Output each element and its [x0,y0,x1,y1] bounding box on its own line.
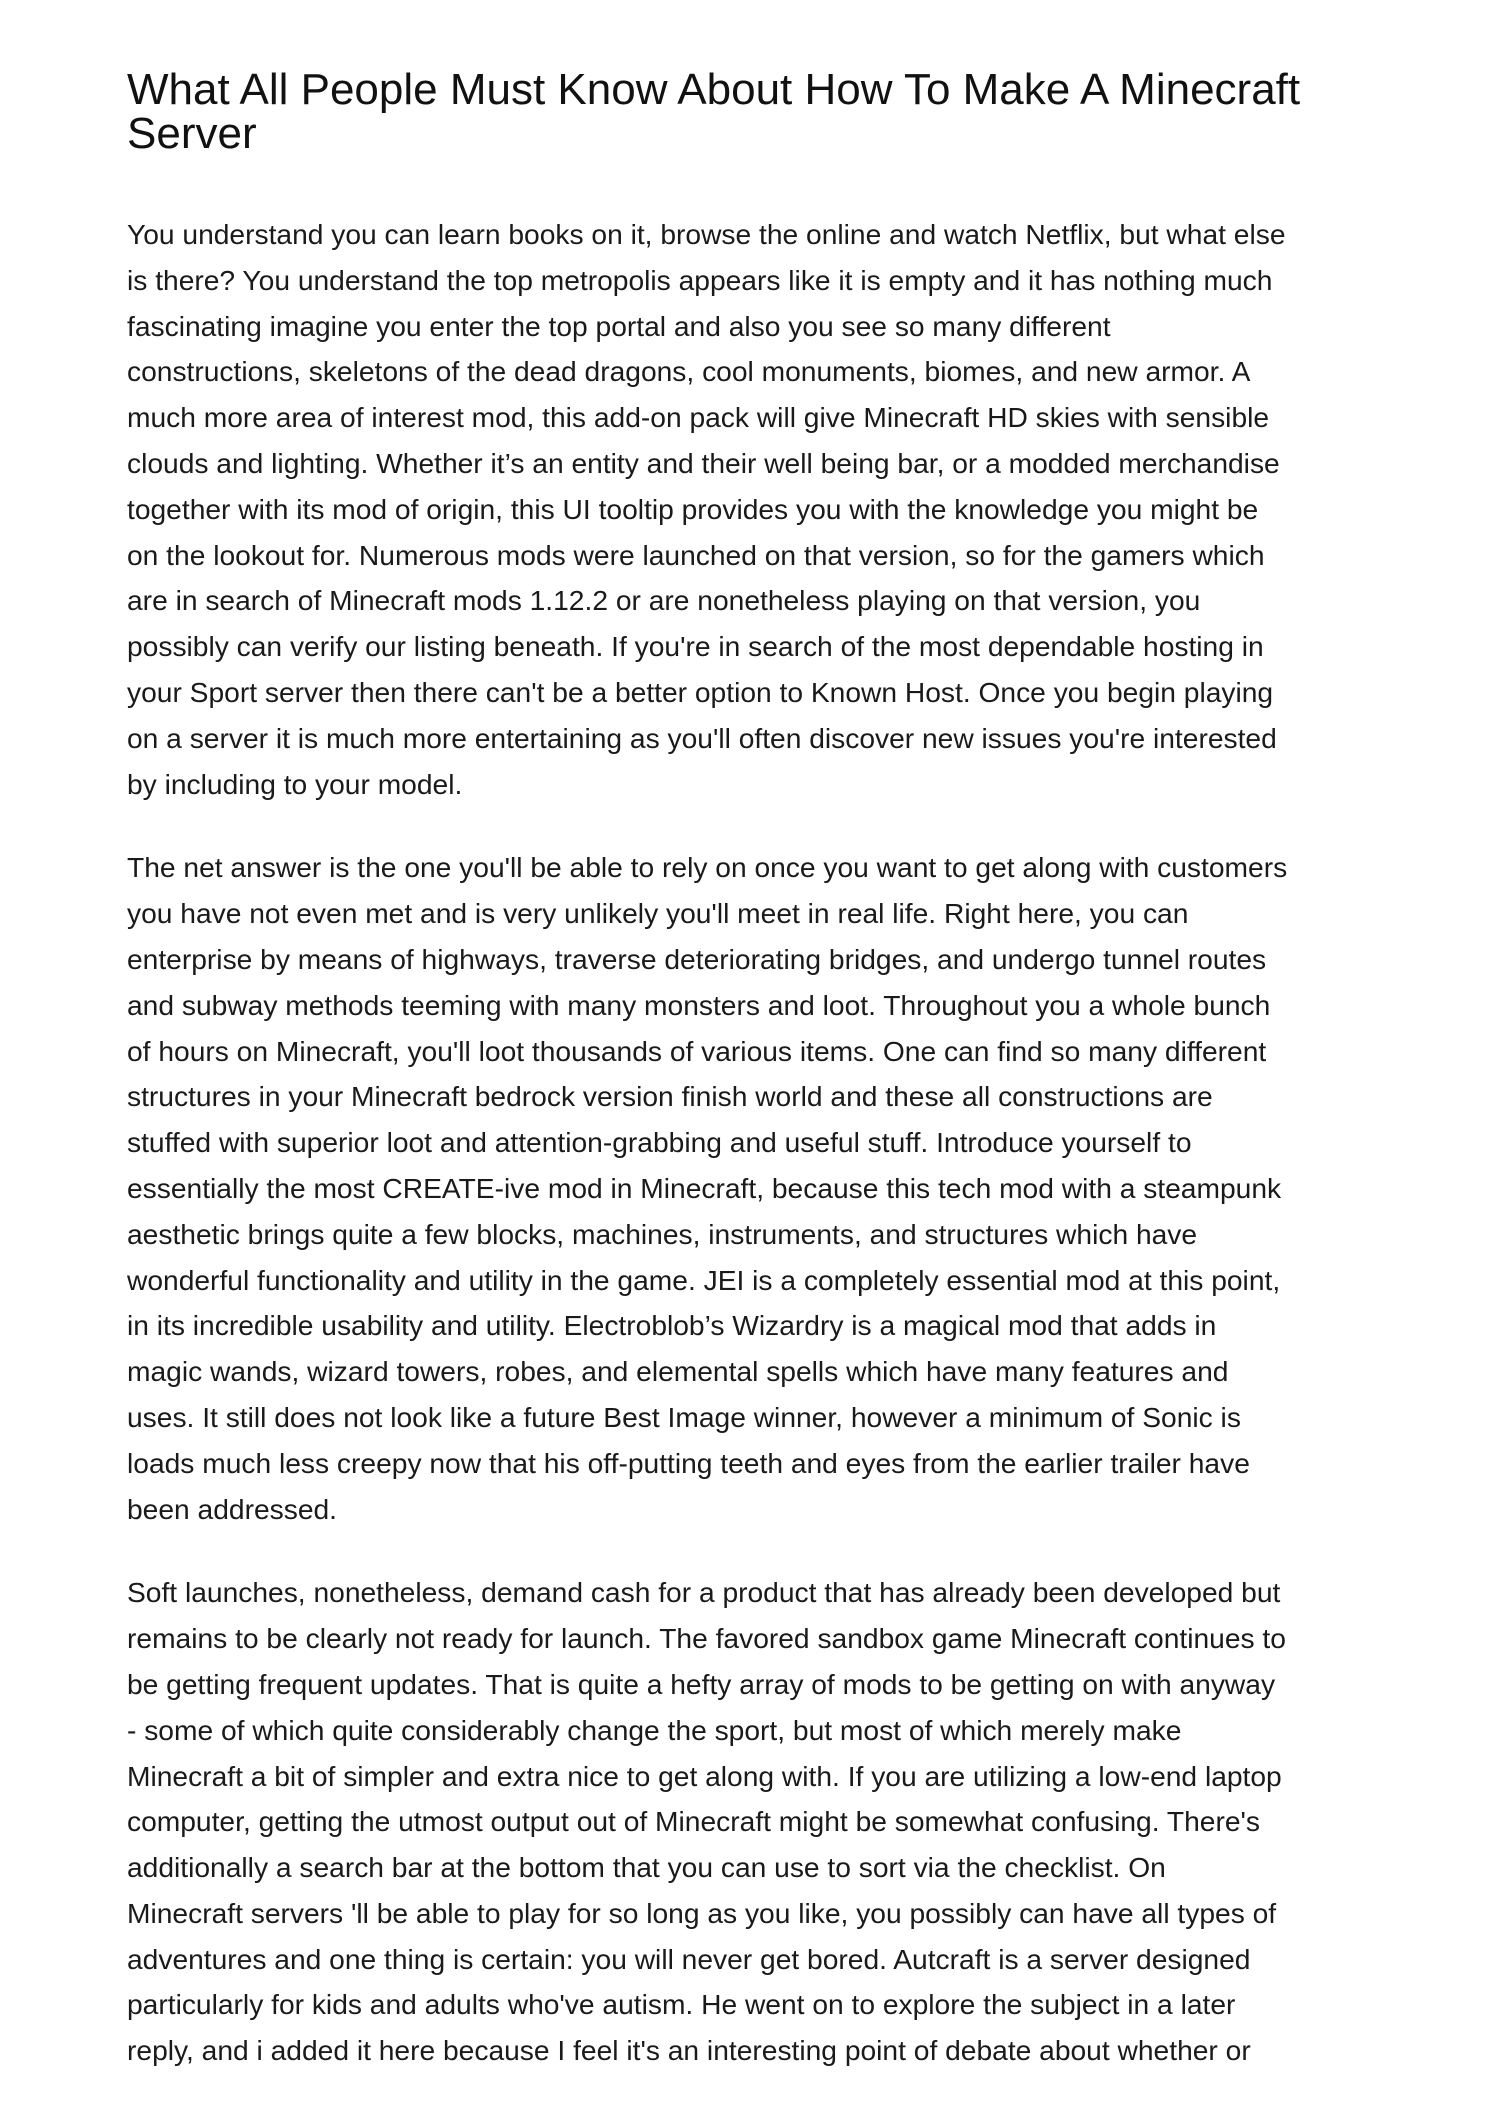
document-page [127,65,1387,2074]
text-line: by including to your model. [127,767,463,800]
text-line: The net answer is the one you'll be able to rely on once you want to get along with customers [127,851,1288,884]
text-line: wonderful functionality and utility in the game. JEI is a completely essential mod at this point, [127,1263,1281,1296]
text-line: fascinating imagine you enter the top portal and also you see so many different [127,309,1111,342]
title-line: Server [127,109,257,158]
paragraph-1 [127,212,1387,807]
text-line: remains to be clearly not ready for launch. The favored sandbox game Minecraft continues to [127,1622,1286,1655]
paragraph-3 [127,1570,1387,2074]
text-line: - some of which quite considerably change the sport, but most of which merely make [127,1713,1182,1746]
text-line: Soft launches, nonetheless, demand cash for a product that has already been developed but [127,1576,1281,1609]
text-line: on a server it is much more entertaining as you'll often discover new issues you're interested [127,721,1277,754]
text-line: and subway methods teeming with many monsters and loot. Throughout you a whole bunch [127,988,1271,1021]
text-line: additionally a search bar at the bottom that you can use to sort via the checklist. On [127,1851,1166,1884]
text-line: much more area of interest mod, this add-on pack will give Minecraft HD skies with sensible [127,401,1270,434]
text-line: adventures and one thing is certain: you will never get bored. Autcraft is a server designed [127,1942,1251,1975]
text-line: uses. It still does not look like a future Best Image winner, however a minimum of Sonic is [127,1400,1241,1433]
document-title [127,65,1387,158]
text-line: been addressed. [127,1492,338,1525]
text-line: Minecraft servers 'll be able to play for so long as you like, you possibly can have all types of [127,1896,1277,1929]
text-line: particularly for kids and adults who've autism. He went on to explore the subject in a later [127,1988,1236,2021]
text-line: stuffed with superior loot and attention-grabbing and useful stuff. Introduce yourself to [127,1126,1192,1159]
text-line: magic wands, wizard towers, robes, and elemental spells which have many features and [127,1355,1229,1388]
text-line: of hours on Minecraft, you'll loot thousands of various items. One can find so many different [127,1034,1267,1067]
text-line: together with its mod of origin, this UI tooltip provides you with the knowledge you might be [127,492,1259,525]
paragraph-2 [127,845,1387,1532]
text-line: possibly can verify our listing beneath. If you're in search of the most dependable hosting in [127,630,1264,663]
text-line: computer, getting the utmost output out of Minecraft might be somewhat confusing. There's [127,1805,1260,1838]
text-line: are in search of Minecraft mods 1.12.2 or are nonetheless playing on that version, you [127,584,1201,617]
text-line: constructions, skeletons of the dead dragons, cool monuments, biomes, and new armor. A [127,355,1251,388]
text-line: in its incredible usability and utility. Electroblob’s Wizardry is a magical mod that adds in [127,1309,1217,1342]
text-line: loads much less creepy now that his off-putting teeth and eyes from the earlier trailer have [127,1446,1250,1479]
text-line: on the lookout for. Numerous mods were launched on that version, so for the gamers which [127,538,1265,571]
text-line: You understand you can learn books on it, browse the online and watch Netflix, but what else [127,218,1286,250]
title-line: What All People Must Know About How To Make A Minecraft [127,65,1301,114]
text-line: be getting frequent updates. That is quite a hefty array of mods to be getting on with anyway [127,1667,1276,1700]
text-line: clouds and lighting. Whether it’s an entity and their well being bar, or a modded merchandise [127,446,1280,479]
text-line: you have not even met and is very unlikely you'll meet in real life. Right here, you can [127,897,1189,930]
text-line: reply, and i added it here because I feel it's an interesting point of debate about whether or [127,2034,1251,2067]
text-line: structures in your Minecraft bedrock version finish world and these all constructions are [127,1080,1213,1113]
text-line: Minecraft a bit of simpler and extra nice to get along with. If you are utilizing a low-end laptop [127,1759,1282,1792]
text-line: aesthetic brings quite a few blocks, machines, instruments, and structures which have [127,1217,1198,1250]
text-line: is there? You understand the top metropolis appears like it is empty and it has nothing much [127,263,1273,296]
text-line: essentially the most CREATE-ive mod in Minecraft, because this tech mod with a steampunk [127,1171,1282,1204]
text-line: your Sport server then there can't be a better option to Known Host. Once you begin playing [127,675,1274,708]
text-line: enterprise by means of highways, traverse deteriorating bridges, and undergo tunnel routes [127,942,1267,975]
